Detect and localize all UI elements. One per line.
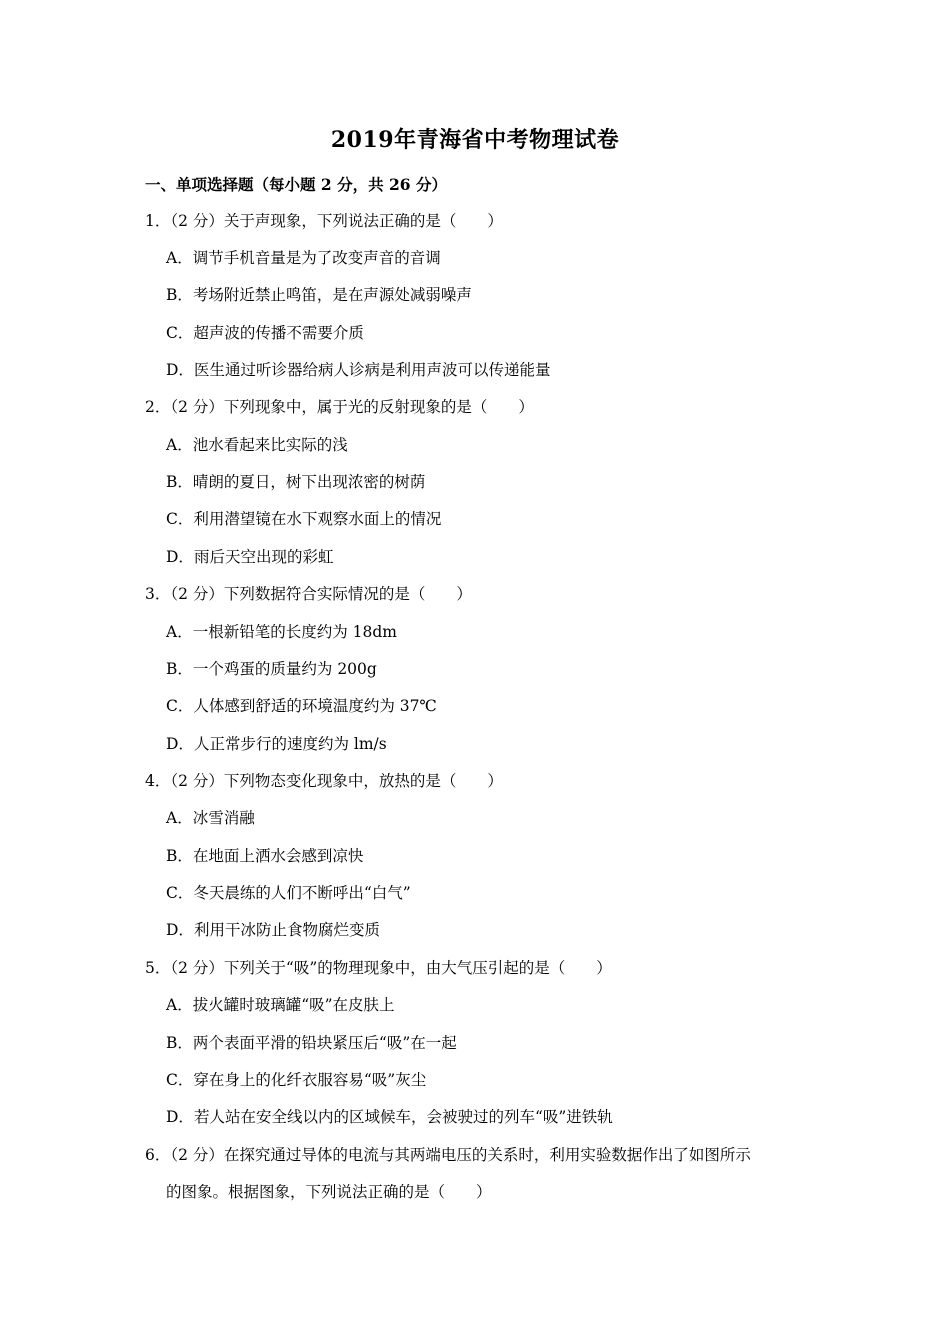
option-letter: A． [166,436,193,454]
question-2 [145,395,534,419]
option-letter: D． [166,361,194,379]
question-6 [145,1143,751,1167]
option-3a [166,620,397,644]
option-text: 拔火罐时玻璃罐“吸”在皮肤上 [192,996,395,1014]
option-2b [166,470,425,494]
question-6-continuation: 的图象。根据图象，下列说法正确的是（ ） [166,1183,492,1201]
question-number: 6． [145,1146,171,1164]
question-stem: （2 分）关于声现象，下列说法正确的是（ ） [170,212,503,230]
question-number: 1． [145,212,171,230]
question-4 [145,769,503,793]
option-letter: D． [166,1108,194,1126]
option-4b [166,844,363,868]
option-2d [166,545,333,569]
option-letter: B． [166,660,193,678]
option-1b [166,283,472,307]
question-stem: （2 分）下列数据符合实际情况的是（ ） [170,585,472,603]
option-5a [166,993,395,1017]
option-3b [166,657,377,681]
option-text: 冰雪消融 [192,809,255,827]
option-4c [166,881,411,905]
option-text: 若人站在安全线以内的区域候车，会被驶过的列车“吸”进铁轨 [193,1108,613,1126]
option-1d [166,358,550,382]
question-stem: （2 分）下列物态变化现象中，放热的是（ ） [170,772,503,790]
question-number: 5． [145,959,171,977]
option-letter: C． [166,324,194,342]
option-text: 人正常步行的速度约为 lm/s [193,735,387,753]
page-title: 2019年青海省中考物理试卷 [330,127,620,153]
option-3d [166,732,387,756]
option-letter: B． [166,847,193,865]
option-text: 晴朗的夏日，树下出现浓密的树荫 [192,473,426,491]
question-stem: （2 分）下列关于“吸”的物理现象中，由大气压引起的是（ ） [170,959,612,977]
option-text: 人体感到舒适的环境温度约为 37℃ [193,697,437,715]
option-letter: B． [166,473,193,491]
option-text: 雨后天空出现的彩虹 [193,548,334,566]
option-text: 一根新铅笔的长度约为 18dm [192,623,397,641]
option-text: 考场附近禁止鸣笛，是在声源处减弱噪声 [192,286,472,304]
option-letter: C． [166,884,194,902]
option-letter: D． [166,921,194,939]
option-letter: C． [166,697,194,715]
option-2c [166,507,441,531]
option-letter: C． [166,510,194,528]
option-text: 在地面上洒水会感到凉快 [192,847,364,865]
option-5b [166,1031,457,1055]
option-letter: B． [166,286,193,304]
question-number: 3． [145,585,171,603]
question-5 [145,956,612,980]
option-1c [166,321,364,345]
option-letter: D． [166,735,194,753]
question-1 [145,209,503,233]
section-heading: 一、单项选择题（每小题 2 分，共 26 分） [145,175,447,194]
option-text: 调节手机音量是为了改变声音的音调 [192,249,441,267]
option-text: 冬天晨练的人们不断呼出“白气” [193,884,411,902]
option-letter: A． [166,623,193,641]
option-letter: D． [166,548,194,566]
option-text: 一个鸡蛋的质量约为 200g [192,660,377,678]
option-text: 穿在身上的化纤衣服容易“吸”灰尘 [193,1071,427,1089]
option-text: 池水看起来比实际的浅 [192,436,348,454]
option-text: 医生通过听诊器给病人诊病是利用声波可以传递能量 [193,361,551,379]
option-4a [166,806,255,830]
option-text: 利用潜望镜在水下观察水面上的情况 [193,510,442,528]
option-3c [166,694,437,718]
option-letter: C． [166,1071,194,1089]
option-text: 两个表面平滑的铅块紧压后“吸”在一起 [192,1034,457,1052]
option-text: 超声波的传播不需要介质 [193,324,364,342]
option-letter: A． [166,249,193,267]
option-4d [166,918,380,942]
option-letter: A． [166,996,193,1014]
option-text: 利用干冰防止食物腐烂变质 [193,921,380,939]
option-2a [166,433,348,457]
question-number: 4． [145,772,171,790]
option-letter: B． [166,1034,193,1052]
question-number: 2． [145,398,171,416]
question-stem: （2 分）在探究通过导体的电流与其两端电压的关系时，利用实验数据作出了如图所示 [170,1146,751,1164]
question-stem: （2 分）下列现象中，属于光的反射现象的是（ ） [170,398,534,416]
option-letter: A． [166,809,193,827]
option-5c [166,1068,426,1092]
question-3 [145,582,472,606]
option-5d [166,1105,613,1129]
option-1a [166,246,441,270]
